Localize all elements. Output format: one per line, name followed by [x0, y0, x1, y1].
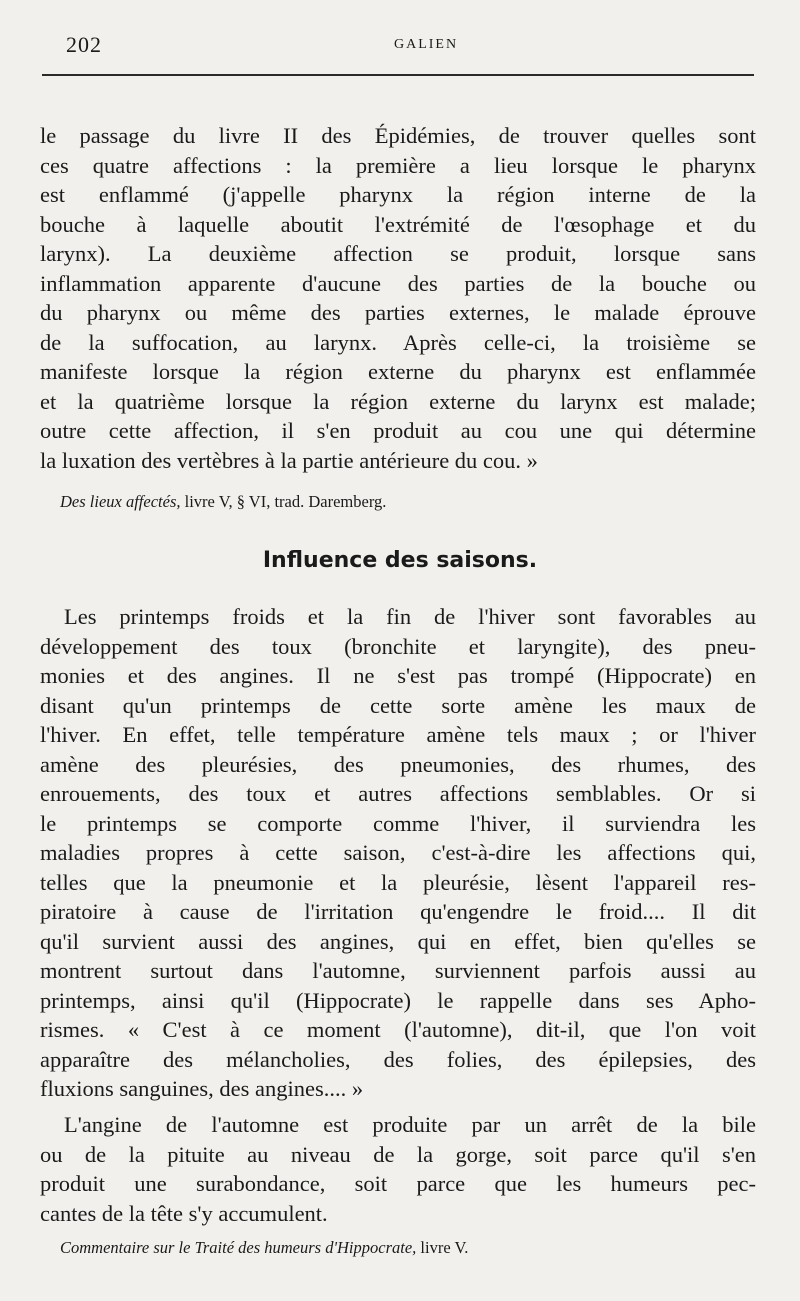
text-line: manifeste lorsque la région externe du pharynx est enflammée [40, 359, 756, 384]
text-line: de la suffocation, au larynx. Après celle-ci, la troisième se [40, 329, 756, 355]
text-line: enrouements, des toux et autres affections semblables. Or si [40, 781, 756, 806]
section-heading: Influence des saisons. [262, 548, 538, 573]
text-line: ou de la pituite au niveau de la gorge, soit parce qu'il s'en [40, 1141, 756, 1167]
text-line: apparaître des mélancholies, des folies, des épilepsies, des [40, 1046, 756, 1072]
citation-title: Commentaire sur le Traité des humeurs d'Hippocrate, [60, 1238, 417, 1257]
header-rule [42, 74, 754, 76]
text-line: du pharynx ou même des parties externes, le malade éprouve [40, 300, 756, 325]
text-line: développement des toux (bronchite et laryngite), des pneu- [40, 633, 756, 659]
page-header [42, 30, 754, 70]
text-line: disant qu'un printemps de cette sorte amène les maux de [40, 692, 756, 718]
text-line: amène des pleurésies, des pneumonies, des rhumes, des [40, 751, 756, 777]
text-line: monies et des angines. Il ne s'est pas trompé (Hippocrate) en [40, 663, 756, 688]
text-line: bouche à laquelle aboutit l'extrémité de l'œsophage et du [40, 211, 756, 237]
text-line: produit une surabondance, soit parce que les humeurs pec- [40, 1171, 756, 1196]
citation-title: Des lieux affectés, [60, 492, 181, 511]
text-line: qu'il survient aussi des angines, qui en effet, bien qu'elles se [40, 928, 756, 954]
text-line: fluxions sanguines, des angines.... » [40, 1076, 364, 1101]
text-line: printemps, ainsi qu'il (Hippocrate) le rappelle dans ses Apho- [40, 987, 756, 1013]
text-line: le printemps se comporte comme l'hiver, il surviendra les [40, 810, 756, 836]
text-line: cantes de la tête s'y accumulent. [40, 1200, 328, 1226]
text-line: est enflammé (j'appelle pharynx la région interne de la [40, 182, 756, 207]
text-line: et la quatrième lorsque la région externe du larynx est malade; [40, 388, 756, 414]
text-line: l'hiver. En effet, telle température amène tels maux ; or l'hiver [40, 722, 756, 747]
paragraph [40, 602, 756, 1104]
text-line: L'angine de l'automne est produite par un arrêt de la bile [64, 1112, 756, 1137]
text-line: outre cette affection, il s'en produit au cou une qui détermine [40, 418, 756, 443]
paragraph [40, 1110, 756, 1228]
text-line: inflammation apparente d'aucune des parties de la bouche ou [40, 270, 756, 296]
page-number: 202 [66, 32, 102, 57]
text-line: la luxation des vertèbres à la partie antérieure du cou. » [40, 447, 538, 473]
text-line: maladies propres à cette saison, c'est-à-dire les affections qui, [40, 840, 756, 865]
text-line: piratoire à cause de l'irritation qu'engendre le froid.... Il dit [40, 899, 756, 924]
running-title: GALIEN [394, 37, 459, 52]
citation-reference: livre V, § VI, trad. Daremberg. [180, 492, 387, 511]
source-citation [60, 1238, 760, 1258]
paragraph-continued [40, 121, 756, 475]
citation-reference: livre V. [416, 1238, 469, 1257]
text-line: montrent surtout dans l'automne, surviennent parfois aussi au [40, 958, 756, 983]
text-line: larynx). La deuxième affection se produit, lorsque sans [40, 241, 756, 266]
source-citation [60, 492, 760, 512]
text-line: rismes. « C'est à ce moment (l'automne), dit-il, que l'on voit [40, 1017, 756, 1042]
text-line: Les printemps froids et la fin de l'hiver sont favorables au [64, 604, 756, 629]
text-line: ces quatre affections : la première a lieu lorsque le pharynx [40, 152, 756, 178]
text-line: le passage du livre II des Épidémies, de trouver quelles sont [40, 123, 756, 148]
text-line: telles que la pneumonie et la pleurésie, lèsent l'appareil res- [40, 869, 756, 895]
